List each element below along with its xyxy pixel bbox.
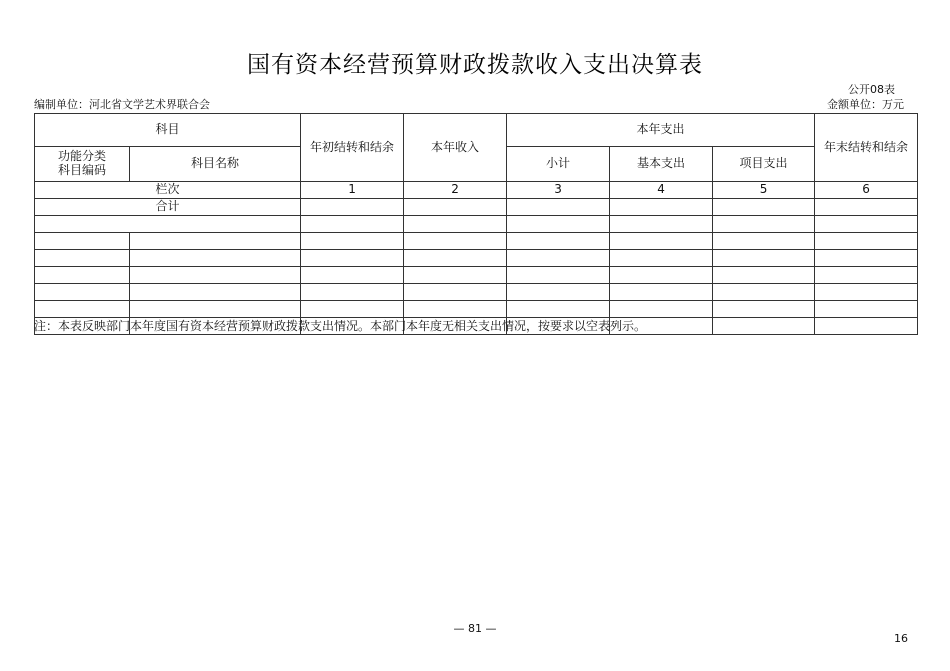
table-cell [815, 267, 918, 284]
table-cell [610, 216, 713, 233]
table-cell [35, 267, 130, 284]
table-cell [507, 284, 610, 301]
table-cell [301, 216, 404, 233]
table-cell [815, 233, 918, 250]
table-cell [815, 318, 918, 335]
table-cell [404, 284, 507, 301]
table-cell [404, 199, 507, 216]
table-cell [815, 284, 918, 301]
column-number: 6 [815, 182, 918, 199]
table-cell [815, 216, 918, 233]
table-cell [301, 233, 404, 250]
compiling-unit: 编制单位：河北省文学艺术界联合会 [34, 98, 210, 111]
table-cell [610, 284, 713, 301]
header-basic: 基本支出 [610, 147, 713, 182]
table-cell [610, 301, 713, 318]
corner-page-number: 16 [894, 632, 908, 645]
column-number: 5 [713, 182, 815, 199]
table-cell [130, 301, 301, 318]
header-end-balance: 年末结转和结余 [815, 114, 918, 182]
table-cell [815, 250, 918, 267]
table-cell [35, 216, 301, 233]
table-cell [713, 233, 815, 250]
table-cell [507, 199, 610, 216]
page-number: — 81 — [453, 622, 497, 635]
column-number: 1 [301, 182, 404, 199]
table-cell [404, 301, 507, 318]
table-cell [507, 267, 610, 284]
table-row [35, 284, 918, 301]
table-cell [610, 199, 713, 216]
table-cell [404, 267, 507, 284]
form-number: 公开08表 [848, 83, 895, 96]
header-project: 项目支出 [713, 147, 815, 182]
table-cell [713, 267, 815, 284]
table-cell [713, 199, 815, 216]
column-number: 4 [610, 182, 713, 199]
amount-unit: 金额单位：万元 [827, 98, 904, 111]
table-cell [130, 233, 301, 250]
column-number-row [35, 182, 918, 199]
table-cell [507, 233, 610, 250]
column-number: 3 [507, 182, 610, 199]
header-subject-name: 科目名称 [130, 147, 301, 182]
table-cell [130, 284, 301, 301]
table-cell [507, 250, 610, 267]
table-cell [301, 199, 404, 216]
table-cell [610, 267, 713, 284]
table-cell [507, 216, 610, 233]
table-cell [35, 250, 130, 267]
header-income: 本年收入 [404, 114, 507, 182]
column-label: 栏次 [35, 182, 301, 199]
table-cell [713, 216, 815, 233]
table-cell [130, 267, 301, 284]
table-row [35, 216, 918, 233]
table-cell [610, 233, 713, 250]
budget-table [34, 113, 918, 335]
table-title: 国有资本经营预算财政拨款收入支出决算表 [247, 52, 703, 78]
total-row [35, 199, 918, 216]
header-row-1 [35, 114, 918, 147]
table-cell [713, 250, 815, 267]
table-cell [815, 301, 918, 318]
table-cell [130, 250, 301, 267]
header-begin-balance: 年初结转和结余 [301, 114, 404, 182]
table-cell [301, 284, 404, 301]
table-cell [35, 233, 130, 250]
table-cell [301, 301, 404, 318]
table-cell [610, 250, 713, 267]
table-row [35, 233, 918, 250]
table-row [35, 250, 918, 267]
header-subtotal: 小计 [507, 147, 610, 182]
table-note: 注：本表反映部门本年度国有资本经营预算财政拨款支出情况。本部门本年度无相关支出情况，按要求以空表列示。 [34, 319, 647, 333]
column-number: 2 [404, 182, 507, 199]
table-cell [815, 199, 918, 216]
header-func-code-text: 功能分类科目编码 [57, 149, 106, 177]
table-row [35, 267, 918, 284]
total-label: 合计 [35, 199, 301, 216]
table-cell [404, 250, 507, 267]
header-subject: 科目 [35, 114, 301, 147]
table-cell [404, 233, 507, 250]
table-cell [301, 250, 404, 267]
table-cell [35, 284, 130, 301]
table-cell [404, 216, 507, 233]
table-row [35, 301, 918, 318]
table-cell [713, 301, 815, 318]
header-expense: 本年支出 [507, 114, 815, 147]
table-cell [35, 301, 130, 318]
table-cell [713, 284, 815, 301]
table-cell [301, 267, 404, 284]
header-func-code [35, 147, 130, 182]
table-cell [713, 318, 815, 335]
table-cell [507, 301, 610, 318]
